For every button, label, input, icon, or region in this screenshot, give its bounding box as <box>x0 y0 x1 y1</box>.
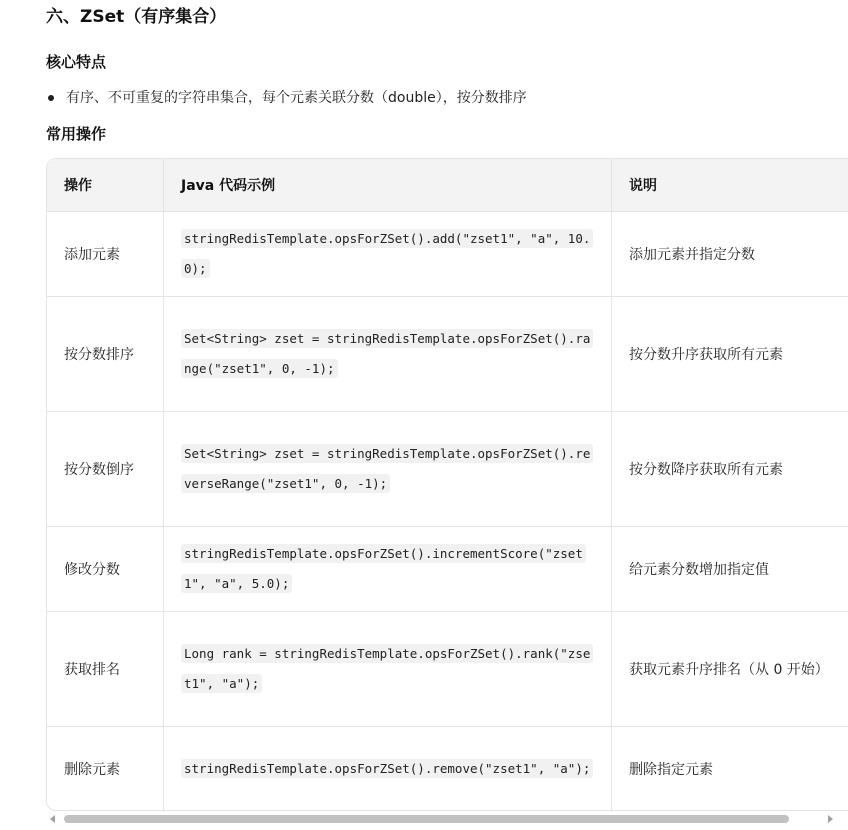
code-cell <box>164 527 612 612</box>
scrollbar-thumb[interactable] <box>64 815 789 823</box>
description-cell: 给元素分数增加指定值 <box>612 527 848 612</box>
code-snippet: stringRedisTemplate.opsForZSet().add("zset1", "a", 10.0); <box>181 229 593 278</box>
operation-cell: 按分数排序 <box>47 297 164 412</box>
code-snippet: Long rank = stringRedisTemplate.opsForZSet().rank("zset1", "a"); <box>181 644 593 693</box>
code-cell <box>164 212 612 297</box>
feature-text: 有序、不可重复的字符串集合，每个元素关联分数（double），按分数排序 <box>66 90 527 106</box>
code-snippet: Set<String> zset = stringRedisTemplate.opsForZSet().reverseRange("zset1", 0, -1); <box>181 444 593 493</box>
description-cell: 删除指定元素 <box>629 761 713 778</box>
table-row <box>47 412 848 527</box>
header-description: 说明 <box>612 159 848 212</box>
list-item <box>46 88 527 108</box>
code-cell <box>164 727 612 810</box>
bullet-icon <box>48 95 54 101</box>
scroll-left-arrow-icon[interactable] <box>50 815 55 823</box>
operations-table-container[interactable] <box>46 158 848 812</box>
description-cell: 按分数升序获取所有元素 <box>612 297 848 412</box>
table-header-row <box>47 159 848 212</box>
operation-cell: 删除元素 <box>47 727 164 810</box>
header-operation: 操作 <box>47 159 164 212</box>
description-cell: 按分数降序获取所有元素 <box>612 412 848 527</box>
features-list <box>46 88 527 108</box>
description-cell: 获取元素升序排名（从 0 开始） <box>612 612 848 727</box>
features-heading: 核心特点 <box>46 53 107 71</box>
code-snippet: stringRedisTemplate.opsForZSet().remove("zset1", "a"); <box>181 759 593 778</box>
horizontal-scrollbar[interactable] <box>46 812 848 826</box>
table-row <box>47 612 848 727</box>
code-snippet: Set<String> zset = stringRedisTemplate.opsForZSet().range("zset1", 0, -1); <box>181 329 593 378</box>
table-row <box>47 527 848 612</box>
table-row <box>47 727 848 810</box>
table-row <box>47 212 848 297</box>
header-java-code: Java 代码示例 <box>164 159 612 212</box>
operations-heading: 常用操作 <box>46 125 107 143</box>
code-cell <box>164 297 612 412</box>
section-title: 六、ZSet（有序集合） <box>46 7 227 27</box>
code-cell <box>164 612 612 727</box>
operation-cell: 获取排名 <box>47 612 164 727</box>
code-snippet: stringRedisTemplate.opsForZSet().incrementScore("zset1", "a", 5.0); <box>181 544 586 593</box>
code-cell <box>164 412 612 527</box>
operation-cell: 添加元素 <box>47 212 164 297</box>
operation-cell: 修改分数 <box>47 527 164 612</box>
description-cell: 添加元素并指定分数 <box>612 212 848 297</box>
scroll-right-arrow-icon[interactable] <box>828 815 833 823</box>
table-row <box>47 297 848 412</box>
operations-table <box>46 158 848 811</box>
operation-cell: 按分数倒序 <box>47 412 164 527</box>
